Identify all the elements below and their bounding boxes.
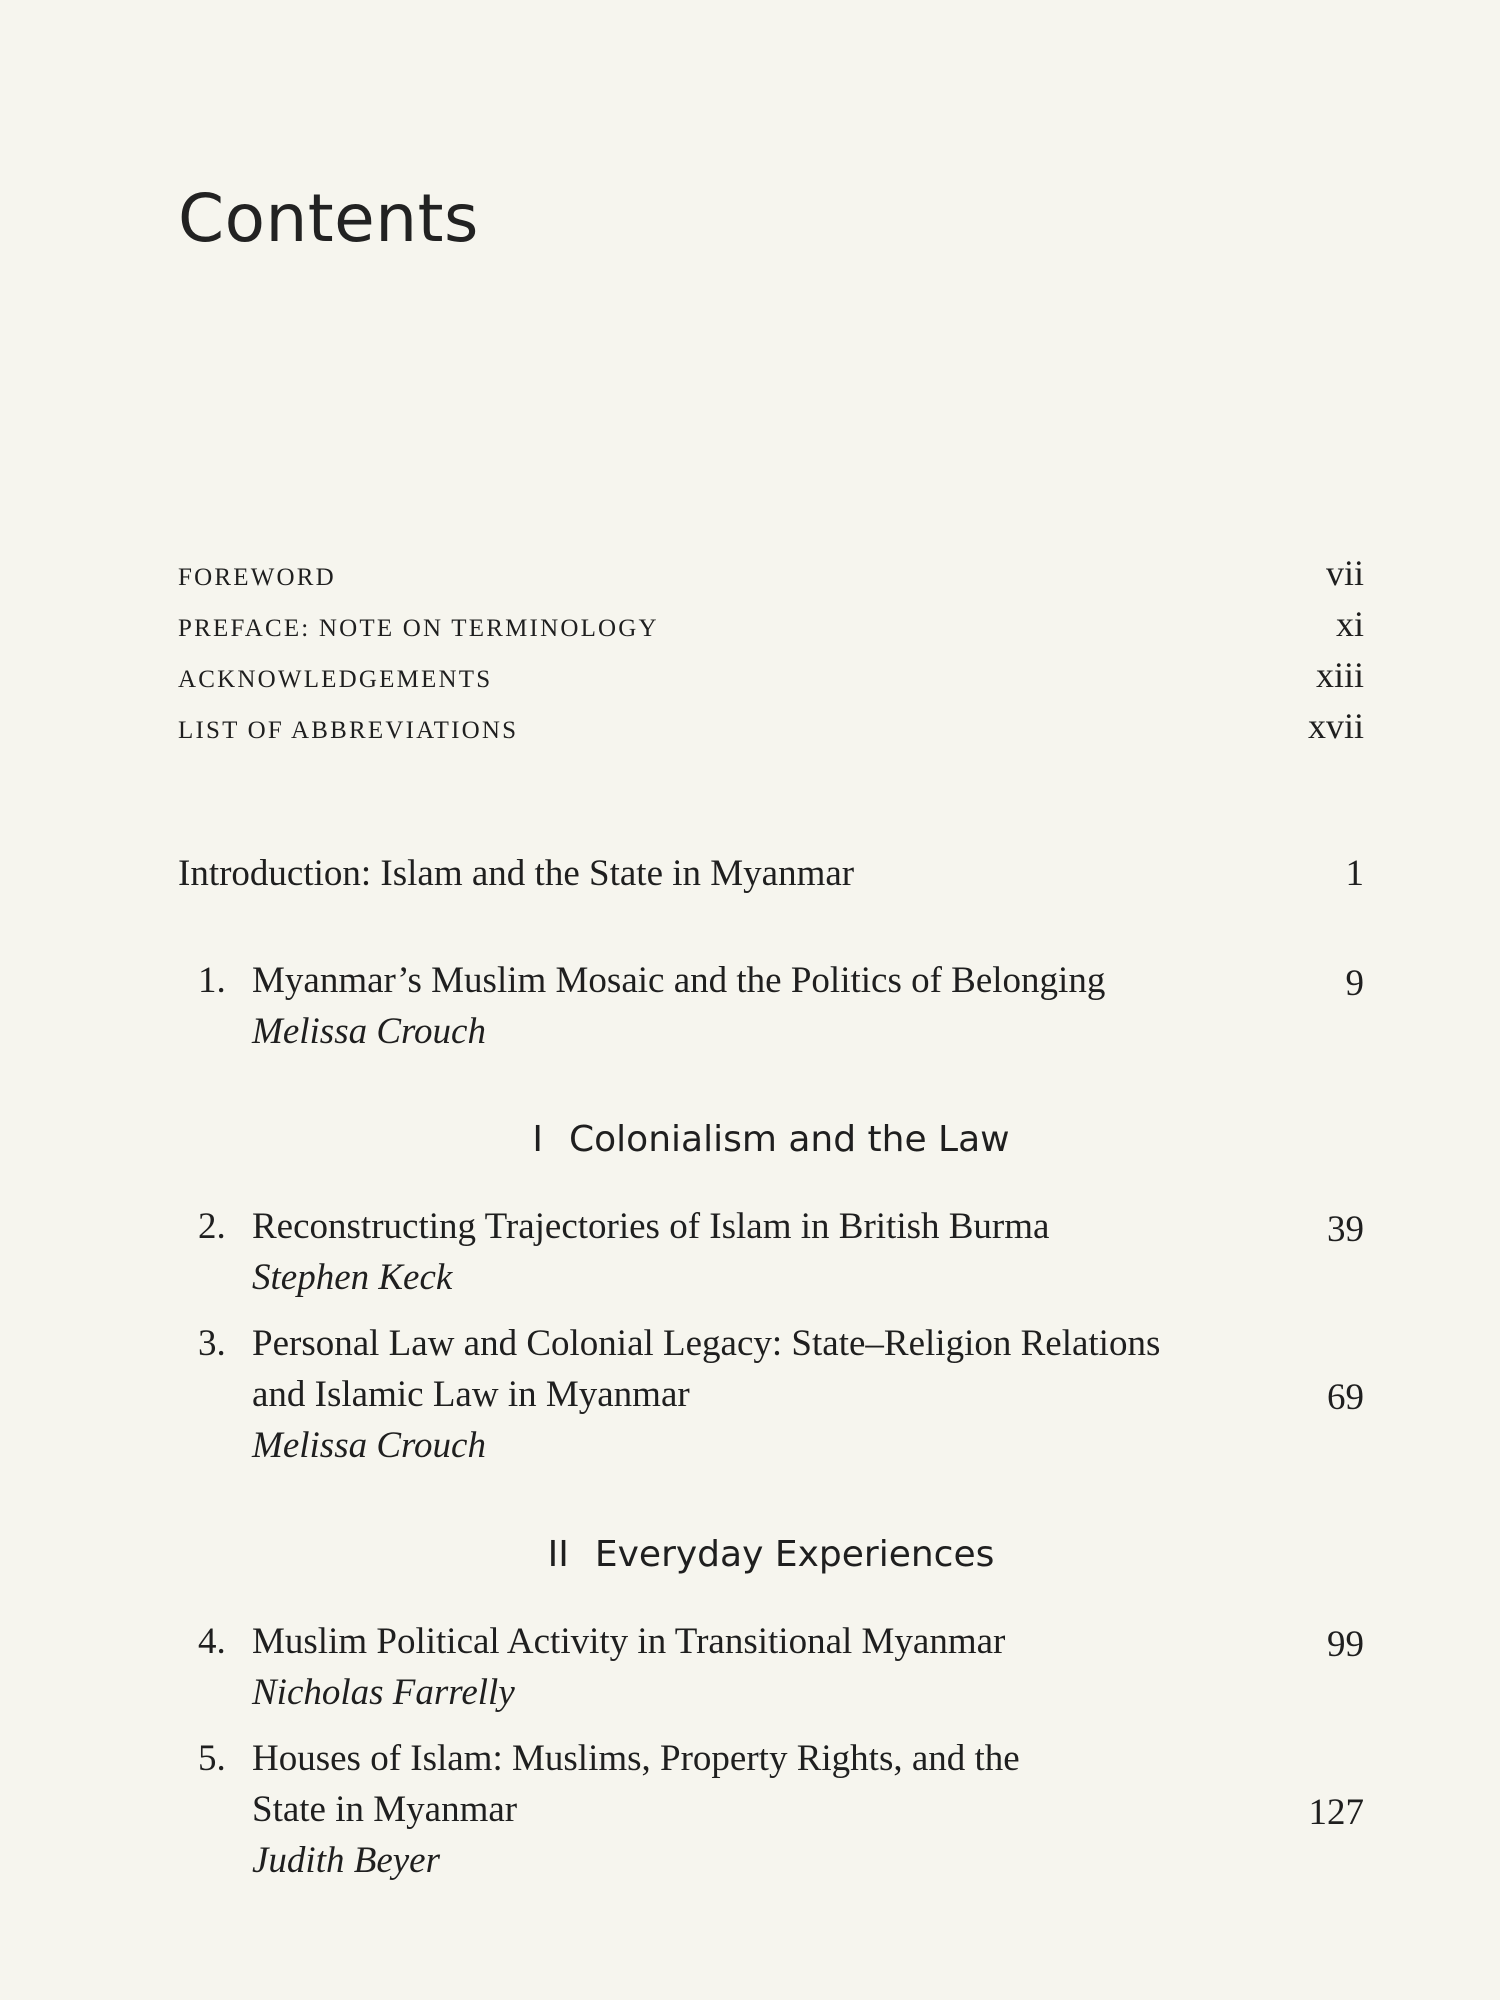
chapter-title: State in Myanmar [252, 1789, 518, 1830]
page-number: 99 [1327, 1624, 1364, 1665]
part-heading [178, 1530, 1364, 1580]
page-number: vii [1325, 553, 1364, 593]
chapter-author: Melissa Crouch [252, 1425, 486, 1466]
chapter-title: and Islamic Law in Myanmar [252, 1374, 690, 1415]
chapter-entry [178, 1201, 1364, 1305]
front-matter-label: ACKNOWLEDGEMENTS [178, 666, 493, 693]
chapter-author: Judith Beyer [252, 1840, 440, 1881]
page-number: 127 [1308, 1792, 1364, 1833]
part-title: Everyday Experiences [594, 1534, 995, 1575]
chapter-title: Muslim Political Activity in Transitional Myanmar [252, 1621, 1006, 1662]
chapter-number: 1. [198, 960, 226, 1001]
chapter-author: Stephen Keck [252, 1257, 453, 1298]
page-number: 69 [1327, 1377, 1364, 1418]
chapter-number: 3. [198, 1323, 226, 1364]
chapter-title: Reconstructing Trajectories of Islam in British Burma [252, 1206, 1050, 1247]
front-matter-item [178, 652, 1364, 702]
page-number: xvii [1307, 706, 1364, 746]
chapter-number: 5. [198, 1738, 226, 1779]
part-number: II [547, 1534, 569, 1575]
part-heading [178, 1115, 1364, 1165]
part-number: I [532, 1119, 543, 1160]
chapter-entry [178, 1733, 1364, 1889]
front-matter-item [178, 601, 1364, 651]
chapter-title: Personal Law and Colonial Legacy: State–Religion Relations [252, 1323, 1161, 1364]
introduction-entry [178, 848, 1364, 900]
chapter-author: Nicholas Farrelly [252, 1672, 515, 1713]
page-number: 9 [1345, 963, 1364, 1004]
chapter-entry [178, 955, 1364, 1059]
part-title: Colonialism and the Law [569, 1119, 1010, 1160]
front-matter-label: PREFACE: NOTE ON TERMINOLOGY [178, 615, 659, 642]
front-matter-label: LIST OF ABBREVIATIONS [178, 717, 519, 744]
chapter-title: Myanmar’s Muslim Mosaic and the Politics of Belonging [252, 960, 1106, 1001]
chapter-entry [178, 1616, 1364, 1720]
front-matter-item [178, 550, 1364, 600]
chapter-number: 4. [198, 1621, 226, 1662]
page-title: Contents [178, 180, 479, 257]
introduction-title: Introduction: Islam and the State in Myanmar [178, 853, 855, 894]
chapter-entry [178, 1318, 1364, 1474]
chapter-author: Melissa Crouch [252, 1011, 486, 1052]
page-number: 39 [1327, 1209, 1364, 1250]
front-matter-label: FOREWORD [178, 564, 336, 591]
chapter-title: Houses of Islam: Muslims, Property Rights, and the [252, 1738, 1020, 1779]
chapter-number: 2. [198, 1206, 226, 1247]
page-number: xi [1335, 604, 1364, 644]
page-number: xiii [1315, 655, 1364, 695]
page-number: 1 [1345, 853, 1364, 894]
front-matter-item [178, 703, 1364, 753]
